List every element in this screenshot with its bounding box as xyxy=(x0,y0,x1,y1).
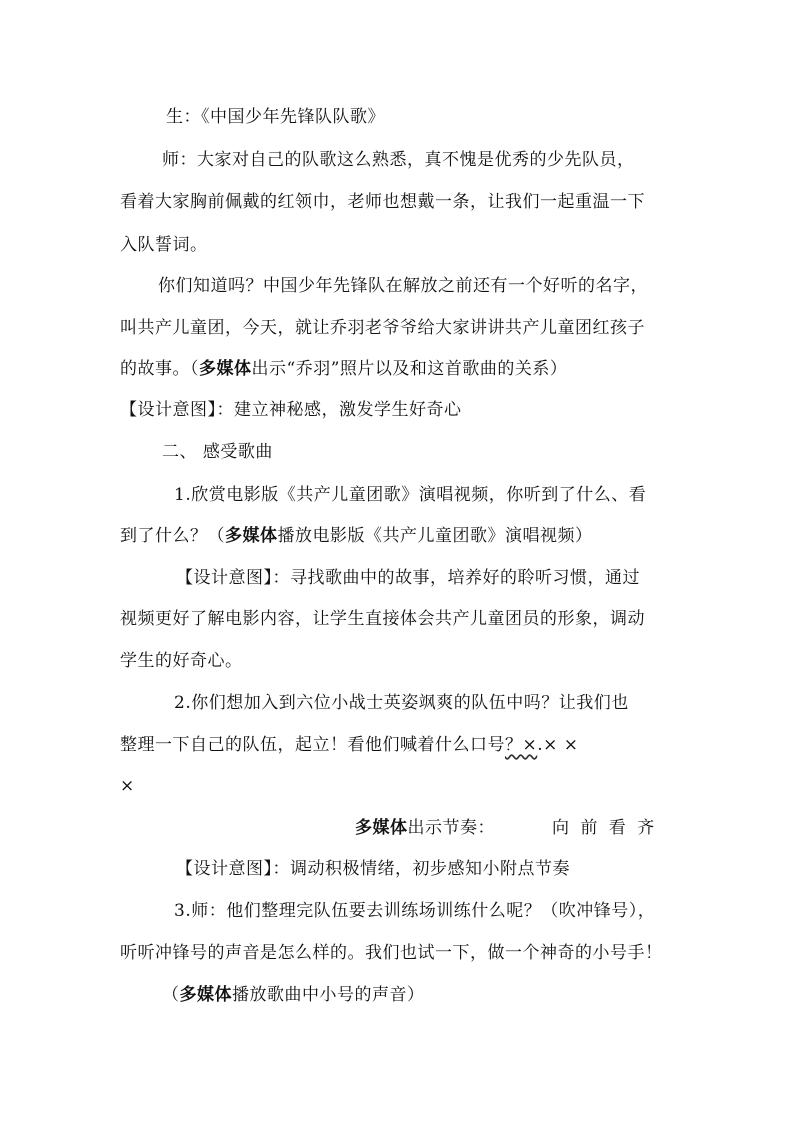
paragraph-line: 入队誓词。 xyxy=(120,235,208,255)
multimedia-label: 多媒体 xyxy=(179,985,232,1005)
paragraph-line: 叫共产儿童团，今天，就让乔羽老爷爷给大家讲讲共产儿童团红孩子 xyxy=(120,318,645,338)
rhythm-notation: × xyxy=(120,776,135,796)
paragraph-line xyxy=(120,524,593,548)
paragraph-line: 3.师：他们整理完队伍要去训练场训练什么呢？（吹冲锋号）， xyxy=(174,901,656,921)
text-span: 的故事。（ xyxy=(120,359,199,379)
text-span: 到了什么？（ xyxy=(120,526,225,546)
text-span: 出示“乔羽”照片以及和这首歌曲的关系） xyxy=(251,359,568,379)
design-intent-line: 【设计意图】：调动积极情绪，初步感知小附点节奏 xyxy=(176,859,570,879)
paragraph-line xyxy=(162,983,425,1007)
text-span: 出示节奏： xyxy=(407,818,495,838)
paragraph-line: 视频更好了解电影内容，让学生直接体会共产儿童团员的形象，调动 xyxy=(120,609,645,629)
design-intent-line: 【设计意图】：建立神秘感，激发学生好奇心 xyxy=(120,400,462,420)
rhythm-notation: .× × xyxy=(537,735,579,755)
rhythm-line xyxy=(355,816,495,840)
paragraph-line xyxy=(120,733,579,757)
section-heading: 二、 感受歌曲 xyxy=(162,442,273,462)
paragraph-line: 看着大家胸前佩戴的红领巾，老师也想戴一条，让我们一起重温一下 xyxy=(120,192,645,212)
paragraph-line: 学生的好奇心。 xyxy=(120,651,243,671)
paragraph-line: 听听冲锋号的声音是怎么样的。我们也试一下，做一个神奇的小号手！ xyxy=(120,943,663,963)
multimedia-label: 多媒体 xyxy=(355,818,408,838)
paragraph-line: 你们知道吗？中国少年先锋队在解放之前还有一个好听的名字， xyxy=(158,276,648,296)
paragraph-line: 2.你们想加入到六位小战士英姿飒爽的队伍中吗？让我们也 xyxy=(174,693,629,713)
paragraph-line: 师：大家对自己的队歌这么熟悉，真不愧是优秀的少先队员， xyxy=(162,150,635,170)
multimedia-label: 多媒体 xyxy=(199,359,252,379)
text-span: 播放电影版《共产儿童团歌》演唱视频） xyxy=(277,526,593,546)
paragraph-line xyxy=(120,357,567,381)
student-answer-line: 生：《中国少年先锋队队歌》 xyxy=(166,107,385,127)
multimedia-label: 多媒体 xyxy=(225,526,278,546)
design-intent-line: 【设计意图】：寻找歌曲中的故事，培养好的聆听习惯，通过 xyxy=(176,568,640,588)
text-span: （ xyxy=(162,985,180,1005)
rhythm-notation-underlined: ？× xyxy=(505,735,538,755)
rhythm-words: 向 前 看 齐 xyxy=(552,818,658,838)
text-span: 播放歌曲中小号的声音） xyxy=(232,985,425,1005)
text-span: 整理一下自己的队伍，起立！看他们喊着什么口号 xyxy=(120,735,505,755)
paragraph-line: 1.欣赏电影版《共产儿童团歌》演唱视频，你听到了什么、看 xyxy=(174,485,647,505)
